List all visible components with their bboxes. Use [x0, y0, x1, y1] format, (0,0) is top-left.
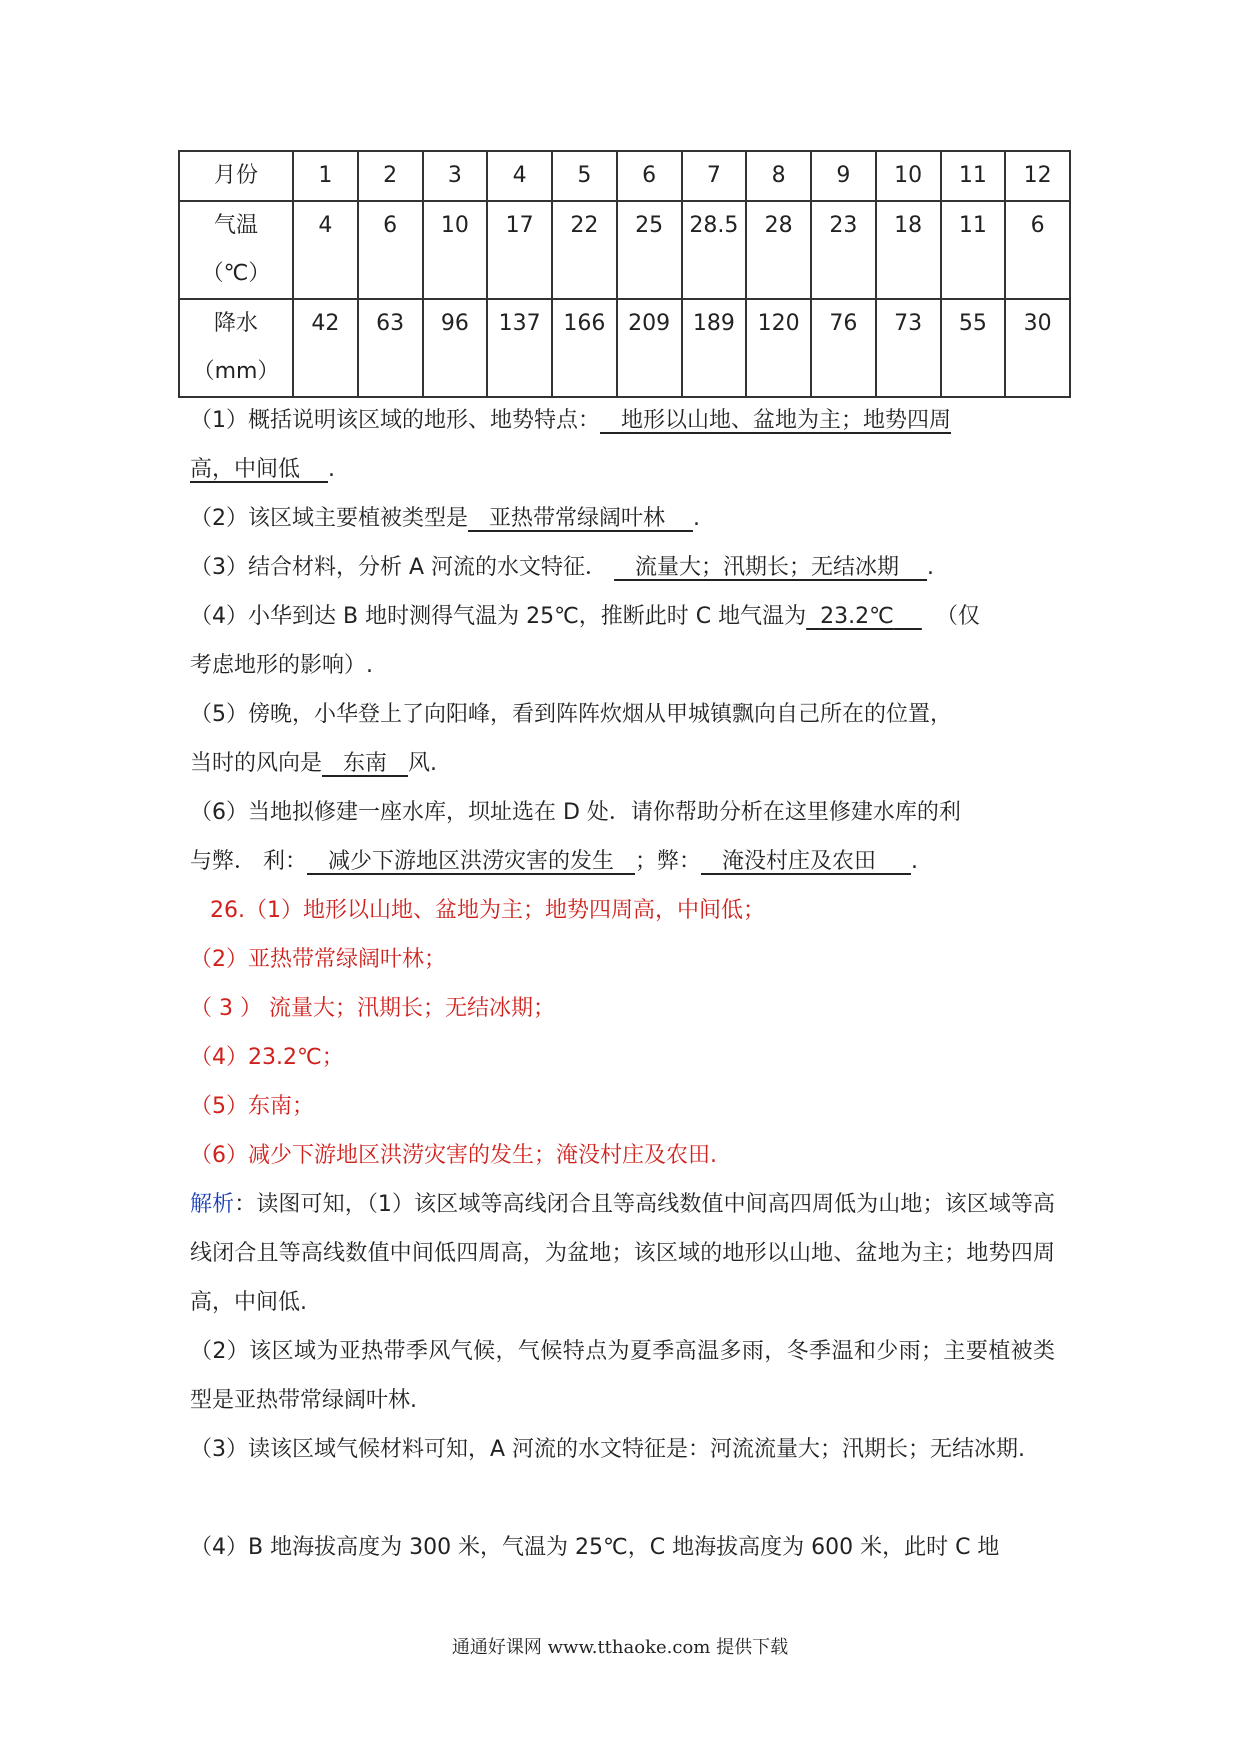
month-cell: 5: [552, 151, 617, 201]
precipitation-cell: 137: [487, 299, 552, 397]
precipitation-cell: 55: [941, 299, 1006, 397]
precipitation-cell: 209: [617, 299, 682, 397]
question-1-answer-part1: 地形以山地、盆地为主；地势四周: [620, 408, 951, 433]
temperature-cell: 10: [423, 201, 488, 299]
page-footer: 通通好课网 www.tthaoke.com 提供下载: [451, 1637, 789, 1658]
header-temperature-unit: （℃）: [201, 261, 271, 286]
question-6-answer-drawback: 淹没村庄及农田: [721, 849, 876, 874]
temperature-cell: 6: [1005, 201, 1070, 299]
question-5-answer: 东南: [343, 751, 388, 776]
answer-6: （6）减少下游地区洪涝灾害的发生；淹没村庄及农田.: [190, 1143, 717, 1168]
month-cell: 2: [358, 151, 423, 201]
question-6-end: .: [910, 849, 918, 874]
question-4-prefix: （4）小华到达 B 地时测得气温为 25℃，推断此时 C 地气温为: [190, 604, 807, 629]
precipitation-cell: 42: [293, 299, 358, 397]
precipitation-cell: 76: [811, 299, 876, 397]
temperature-cell: 6: [358, 201, 423, 299]
question-5-prefix: 当时的风向是: [190, 751, 323, 776]
question-6-line-2: [190, 837, 918, 886]
answer-4: （4）23.2℃；: [190, 1045, 344, 1070]
answer-2: （2）亚热带常绿阔叶林；: [190, 947, 446, 972]
month-cell: 4: [487, 151, 552, 201]
analysis-paragraph-3: （3）读该区域气候材料可知，A 河流的水文特征是：河流流量大；汛期长；无结冰期.: [190, 1437, 1026, 1462]
month-cell: 12: [1005, 151, 1070, 201]
question-5-line-1: （5）傍晚，小华登上了向阳峰，看到阵阵炊烟从甲城镇飘向自己所在的位置，: [190, 702, 952, 727]
precipitation-cell: 30: [1005, 299, 1070, 397]
question-6-mid: ；弊：: [634, 849, 701, 874]
month-cell: 1: [293, 151, 358, 201]
analysis-paragraph-4: （4）B 地海拔高度为 300 米，气温为 25℃，C 地海拔高度为 600 米，此时 C 地: [190, 1535, 1000, 1560]
analysis-paragraph-1: [190, 1180, 1055, 1327]
temperature-cell: 18: [876, 201, 941, 299]
answer-5: （5）东南；: [190, 1094, 314, 1119]
month-cell: 3: [423, 151, 488, 201]
temperature-cell: 17: [487, 201, 552, 299]
question-3-prefix: （3）结合材料，分析 A 河流的水文特征．: [190, 555, 608, 580]
question-4-line-1: [190, 592, 980, 641]
analysis-label: 解析: [190, 1192, 235, 1217]
temperature-cell: 11: [941, 201, 1006, 299]
question-1-prefix: （1）概括说明该区域的地形、地势特点：: [190, 408, 600, 433]
header-precipitation-unit: （mm）: [192, 359, 280, 384]
month-cell: 10: [876, 151, 941, 201]
question-3-end: .: [927, 555, 935, 580]
question-2-end: .: [692, 506, 700, 531]
question-4-suffix: （仅: [935, 604, 980, 629]
question-6-answer-benefit: 减少下游地区洪涝灾害的发生: [327, 849, 614, 874]
question-2-prefix: （2）该区域主要植被类型是: [190, 506, 468, 531]
precipitation-cell: 73: [876, 299, 941, 397]
question-3-answer: 流量大；汛期长；无结冰期: [635, 555, 900, 580]
question-1-line-2: [190, 445, 335, 494]
question-3-line: [190, 543, 934, 592]
month-cell: 8: [746, 151, 811, 201]
header-month: 月份: [179, 151, 293, 201]
month-cell: 11: [941, 151, 1006, 201]
question-6-line-1: （6）当地拟修建一座水库，坝址选在 D 处．请你帮助分析在这里修建水库的利: [190, 800, 961, 825]
question-2-answer: 亚热带常绿阔叶林: [488, 506, 665, 531]
table-row-precipitation: [179, 299, 1070, 397]
question-1-end: .: [328, 457, 335, 482]
header-precipitation-label: 降水: [213, 311, 258, 336]
precipitation-cell: 189: [682, 299, 747, 397]
month-cell: 9: [811, 151, 876, 201]
month-cell: 7: [682, 151, 747, 201]
question-5-line-2: [190, 739, 437, 788]
question-4-line-2: 考虑地形的影响）.: [190, 653, 373, 678]
question-1-answer-part2: 高，中间低: [190, 457, 301, 482]
table-row-temperature: [179, 201, 1070, 299]
question-2-line: [190, 494, 700, 543]
header-temperature: [179, 201, 293, 299]
question-6-prefix: 与弊． 利：: [190, 849, 307, 874]
precipitation-cell: 166: [552, 299, 617, 397]
precipitation-cell: 120: [746, 299, 811, 397]
question-4-answer: 23.2℃: [820, 604, 894, 629]
temperature-cell: 22: [552, 201, 617, 299]
analysis-text-1: ：读图可知，（1）该区域等高线闭合且等高线数值中间高四周低为山地；该区域等高线闭合且等高线数值中间低四周高，为盆地；该区域的地形以山地、盆地为主；地势四周高，中间低.: [190, 1192, 1055, 1315]
temperature-cell: 4: [293, 201, 358, 299]
header-temperature-label: 气温: [213, 213, 258, 238]
month-cell: 6: [617, 151, 682, 201]
temperature-cell: 28: [746, 201, 811, 299]
temperature-cell: 25: [617, 201, 682, 299]
header-precipitation: [179, 299, 293, 397]
question-1-line-1: [190, 396, 951, 445]
answer-1: 26.（1）地形以山地、盆地为主；地势四周高，中间低；: [210, 898, 765, 923]
question-5-suffix: 风.: [408, 751, 437, 776]
table-row-months: [179, 151, 1070, 201]
temperature-cell: 23: [811, 201, 876, 299]
precipitation-cell: 96: [423, 299, 488, 397]
precipitation-cell: 63: [358, 299, 423, 397]
climate-table: [178, 150, 1071, 398]
analysis-paragraph-2: （2）该区域为亚热带季风气候，气候特点为夏季高温多雨，冬季温和少雨；主要植被类型是亚热带常绿阔叶林.: [190, 1339, 1055, 1413]
temperature-cell: 28.5: [682, 201, 747, 299]
answer-3: （ 3 ） 流量大；汛期长；无结冰期；: [190, 996, 555, 1021]
